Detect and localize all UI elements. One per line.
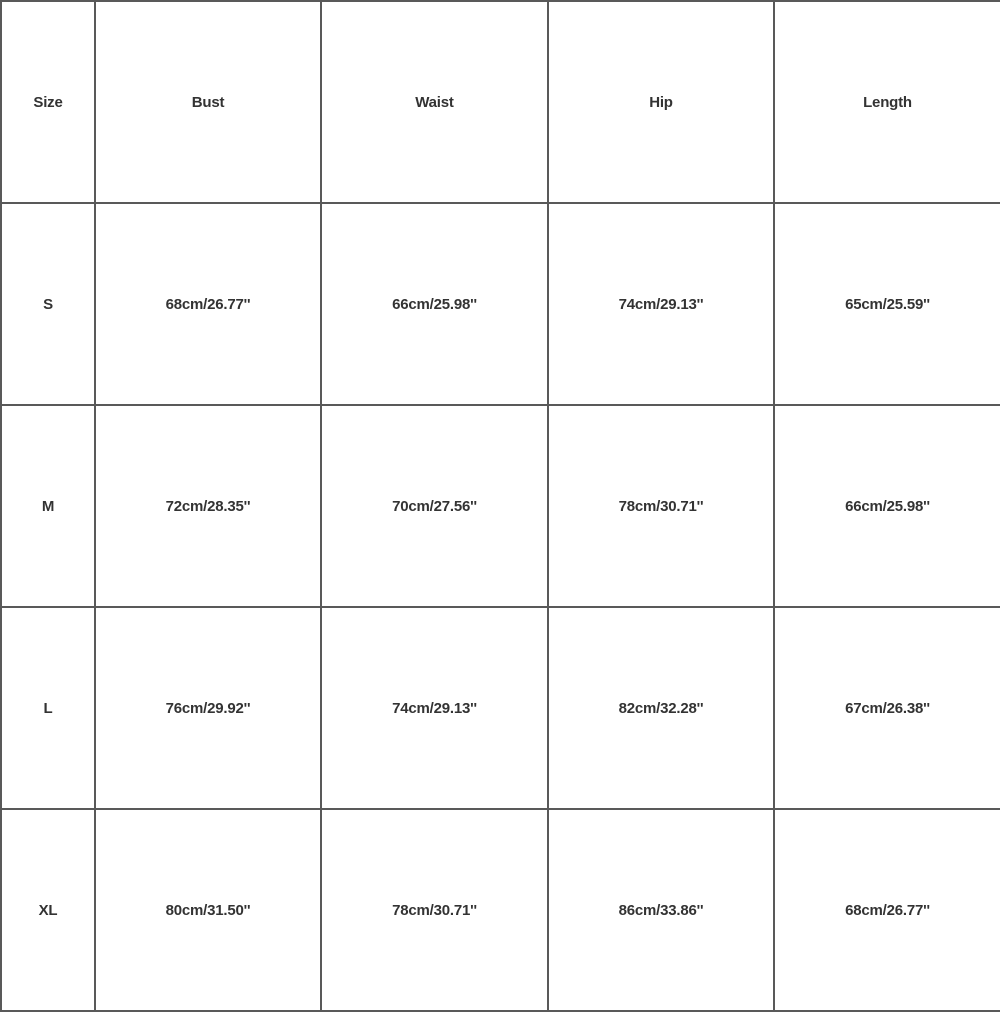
bust-cell: 72cm/28.35'' [95,405,321,607]
length-cell: 66cm/25.98'' [774,405,1000,607]
size-cell: XL [1,809,95,1011]
header-bust: Bust [95,1,321,203]
length-cell: 65cm/25.59'' [774,203,1000,405]
header-size: Size [1,1,95,203]
header-hip: Hip [548,1,774,203]
hip-cell: 82cm/32.28'' [548,607,774,809]
header-length: Length [774,1,1000,203]
waist-cell: 78cm/30.71'' [321,809,548,1011]
size-cell: L [1,607,95,809]
bust-cell: 76cm/29.92'' [95,607,321,809]
hip-cell: 78cm/30.71'' [548,405,774,607]
bust-cell: 68cm/26.77'' [95,203,321,405]
waist-cell: 74cm/29.13'' [321,607,548,809]
table-row [1,809,1000,1011]
hip-cell: 86cm/33.86'' [548,809,774,1011]
size-cell: S [1,203,95,405]
table-row [1,607,1000,809]
header-row [1,1,1000,203]
hip-cell: 74cm/29.13'' [548,203,774,405]
waist-cell: 70cm/27.56'' [321,405,548,607]
waist-cell: 66cm/25.98'' [321,203,548,405]
table-row [1,203,1000,405]
size-cell: M [1,405,95,607]
bust-cell: 80cm/31.50'' [95,809,321,1011]
header-waist: Waist [321,1,548,203]
length-cell: 68cm/26.77'' [774,809,1000,1011]
length-cell: 67cm/26.38'' [774,607,1000,809]
table-row [1,405,1000,607]
